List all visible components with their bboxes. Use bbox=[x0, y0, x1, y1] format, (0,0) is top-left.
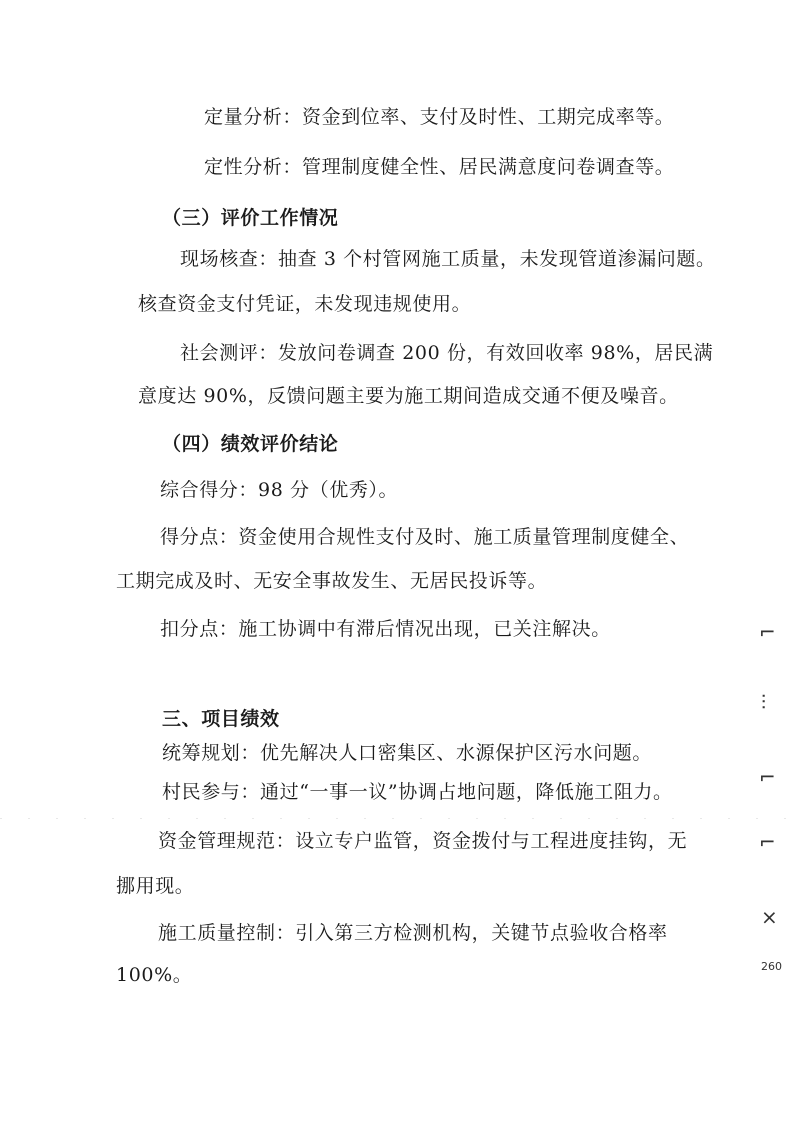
text-line: 核查资金支付凭证，未发现违规使用。 bbox=[138, 293, 472, 315]
text-line: 现场核查：抽查 3 个村管网施工质量，未发现管道渗漏问题。 bbox=[180, 248, 716, 270]
text-line: 意度达 90%，反馈问题主要为施工期间造成交通不便及噪音。 bbox=[138, 385, 679, 407]
text-line: 施工质量控制：引入第三方检测机构，关键节点验收合格率 bbox=[158, 922, 668, 944]
text-line: 工期完成及时、无安全事故发生、无居民投诉等。 bbox=[116, 570, 548, 592]
edge-stroke-icon: ⫶ bbox=[761, 690, 766, 714]
text-line: 资金管理规范：设立专户监管，资金拨付与工程进度挂钩，无 bbox=[158, 830, 688, 852]
text-line: 统筹规划：优先解决人口密集区、水源保护区污水问题。 bbox=[162, 742, 653, 764]
text-line: 村民参与：通过“一事一议”协调占地问题，降低施工阻力。 bbox=[162, 781, 673, 803]
text-line: 100%。 bbox=[116, 964, 193, 986]
section-heading: （四）绩效评价结论 bbox=[162, 433, 339, 455]
scan-artifact-line bbox=[0, 818, 793, 819]
edge-stroke-icon: ⌐ bbox=[759, 765, 776, 789]
edge-stroke-icon: ⌐ bbox=[759, 830, 776, 854]
edge-stroke-icon: ⨯ bbox=[761, 905, 778, 929]
text-line: 得分点：资金使用合规性支付及时、施工质量管理制度健全、 bbox=[160, 526, 690, 548]
text-line: 定性分析：管理制度健全性、居民满意度问卷调查等。 bbox=[204, 156, 675, 178]
section-heading: 三、项目绩效 bbox=[162, 708, 280, 730]
section-heading: （三）评价工作情况 bbox=[162, 207, 339, 229]
text-line: 扣分点：施工协调中有滞后情况出现，已关注解决。 bbox=[160, 618, 611, 640]
edge-stroke-icon: ⌐ bbox=[759, 620, 776, 644]
margin-page-number: 260 bbox=[761, 960, 782, 973]
text-line: 定量分析：资金到位率、支付及时性、工期完成率等。 bbox=[204, 106, 675, 128]
text-line: 挪用现。 bbox=[116, 875, 195, 897]
text-line: 综合得分：98 分（优秀）。 bbox=[160, 479, 399, 501]
text-line: 社会测评：发放问卷调查 200 份，有效回收率 98%，居民满 bbox=[180, 342, 714, 364]
